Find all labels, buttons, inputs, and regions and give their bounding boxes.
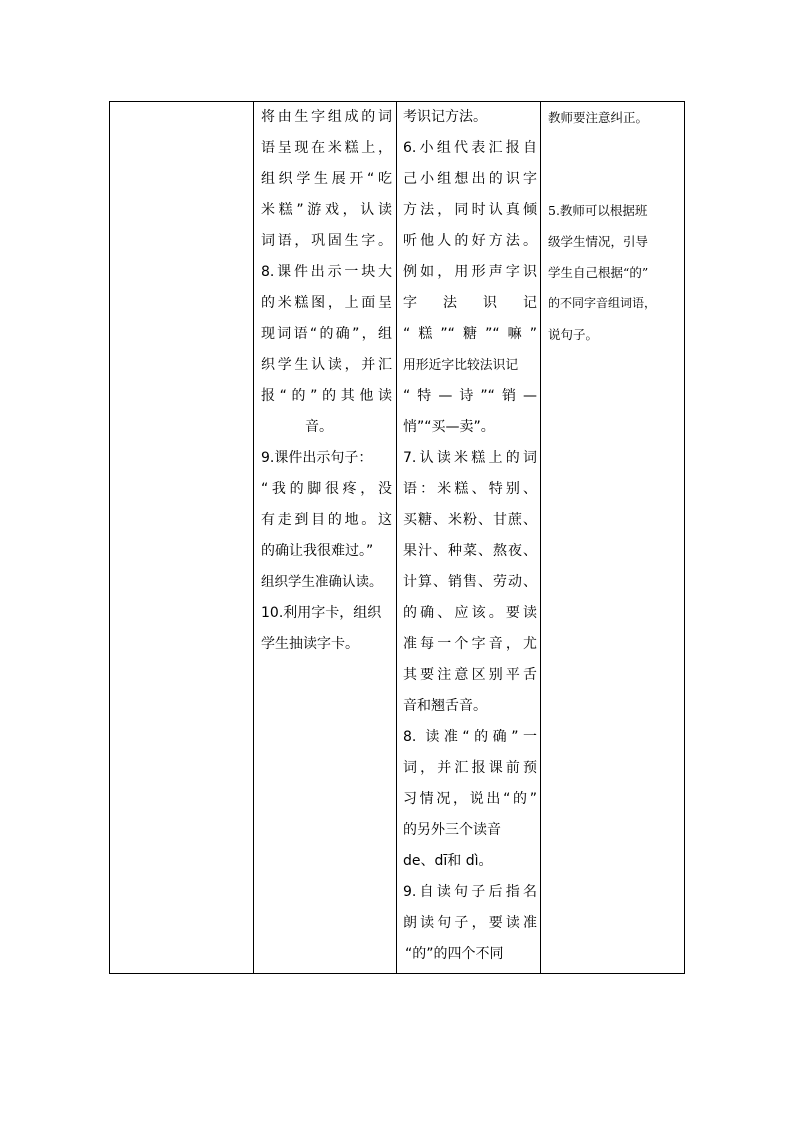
text-line: 词语，巩固生字。	[261, 233, 392, 249]
text-line: 的确让我很难过。”	[261, 543, 374, 559]
column-divider	[540, 102, 541, 973]
text-line: 的另外三个读音	[403, 822, 501, 838]
text-line: 考识记方法。	[403, 109, 487, 125]
text-line: “特—诗”“销—	[403, 388, 537, 404]
text-line: 组织学生准确认读。	[261, 574, 383, 590]
text-line: 己小组想出的识字	[403, 171, 537, 187]
spacer	[548, 133, 682, 195]
text-line: 7.认读米糕上的词	[403, 450, 537, 466]
lesson-plan-table	[109, 101, 685, 974]
text-line: 例如，用形声字识	[403, 264, 537, 280]
text-line: 果汁、种菜、熬夜、	[403, 543, 537, 559]
text-line: 听他人的好方法。	[403, 233, 537, 249]
text-line: 教师要注意纠正。	[548, 110, 649, 125]
text-line: 词，并汇报课前预	[403, 760, 537, 776]
text-line: 朗读句子，要读准	[403, 915, 537, 931]
text-line: de、dī和 dì。	[403, 853, 493, 869]
text-line: 的不同字音组词语，	[548, 296, 657, 310]
text-line: 报“的”的其他读	[261, 388, 392, 404]
text-line: 计算、销售、劳动、	[403, 574, 537, 590]
column-divider	[253, 102, 254, 973]
text-line: 说句子。	[548, 327, 599, 342]
text-line: “糕”“糖”“嘛”	[403, 326, 537, 342]
text-line: “我的脚很疼，没	[261, 481, 392, 497]
column-divider	[396, 102, 397, 973]
teacher-activity-cell	[255, 102, 396, 973]
text-line: 买糖、米粉、甘蔗、	[403, 512, 537, 528]
text-line: 用形近字比较法识记	[403, 358, 519, 373]
text-line: 字 法 识 记	[403, 295, 537, 311]
text-line: 将由生字组成的词	[261, 109, 392, 125]
text-line: 有走到目的地。这	[261, 512, 392, 528]
text-line: 10.利用字卡，组织	[261, 605, 382, 621]
text-line: 米糕”游戏，认读	[261, 202, 392, 218]
student-activity-cell	[398, 102, 540, 973]
text-line: 学生自己根据“的”	[548, 265, 649, 280]
text-line: “的”的四个不同	[405, 946, 504, 962]
text-line: 现词语“的确”，组	[261, 326, 392, 342]
text-line: 级学生情况，引导	[548, 234, 649, 249]
text-line: 学生抽读字卡。	[261, 636, 359, 652]
text-line: 其要注意区别平舌	[403, 667, 537, 683]
text-line: 组织学生展开“吃	[261, 171, 392, 187]
text-line: 悄”“买—卖”。	[403, 419, 495, 435]
design-notes-cell	[542, 102, 686, 973]
text-line: 音和翘舌音。	[403, 698, 487, 714]
text-line: 9.课件出示句子：	[261, 450, 373, 466]
text-line: 8.课件出示一块大	[261, 264, 392, 280]
text-line: 9.自读句子后指名	[403, 884, 537, 900]
text-line: 6.小组代表汇报自	[403, 140, 537, 156]
text-line: 语：米糕、特别、	[403, 481, 537, 497]
text-line: 的确、应该。要读	[403, 605, 537, 621]
text-line: 准每一个字音，尤	[403, 636, 537, 652]
text-line: 织学生认读，并汇	[261, 357, 392, 373]
text-line: 8. 读准“的确”一	[403, 729, 537, 745]
text-line: 方法，同时认真倾	[403, 202, 537, 218]
text-line: 习情况，说出“的”	[403, 791, 537, 807]
text-line: 的米糕图，上面呈	[261, 295, 392, 311]
text-line: 音。	[305, 419, 333, 435]
text-line: 语呈现在米糕上，	[261, 140, 392, 156]
text-line: 5.教师可以根据班	[548, 203, 648, 218]
